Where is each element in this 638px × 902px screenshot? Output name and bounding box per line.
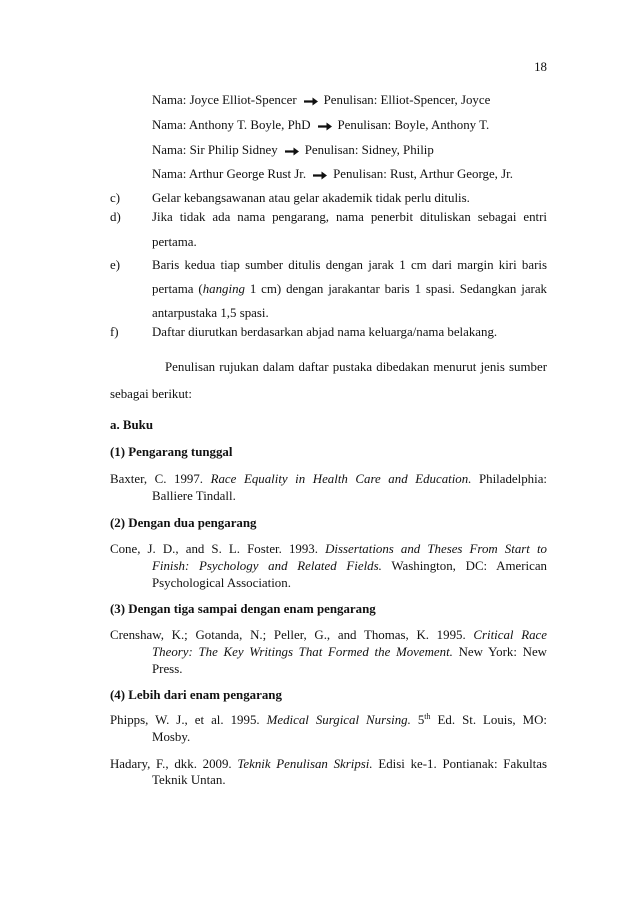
subsection-heading: (1) Pengarang tunggal (110, 445, 233, 459)
rule-text-line: Gelar kebangsawanan atau gelar akademik tidak perlu ditulis. (152, 191, 470, 205)
rule-label: c) (110, 191, 121, 205)
formatted-name: Penulisan: Elliot-Spencer, Joyce (323, 93, 491, 107)
original-name: Nama: Arthur George Rust Jr. (152, 167, 307, 181)
reference-edition-number: 5 (410, 713, 425, 727)
reference-publisher: Edisi ke-1. Pontianak: Fakultas (372, 757, 547, 771)
formatted-name: Penulisan: Sidney, Philip (304, 143, 434, 157)
reference-publisher: New York: New (452, 645, 547, 659)
reference-line (152, 644, 547, 660)
arrow-right-icon (313, 171, 327, 180)
rule-text-line: Daftar diurutkan berdasarkan abjad nama keluarga/nama belakang. (152, 325, 498, 339)
reference-line (110, 756, 547, 772)
reference-title: Dissertations and Theses From Start to (325, 542, 547, 556)
reference-author-year: Hadary, F., dkk. 2009. (110, 757, 238, 771)
reference-line (110, 627, 547, 643)
rule-label: e) (110, 258, 121, 272)
reference-author-year: Phipps, W. J., et al. 1995. (110, 713, 267, 727)
subsection-heading: (3) Dengan tiga sampai dengan enam pengarang (110, 602, 376, 616)
reference-line (110, 541, 547, 557)
reference-author-year: Cone, J. D., and S. L. Foster. 1993. (110, 542, 326, 556)
rule-label: f) (110, 325, 119, 339)
page-number: 18 (534, 60, 547, 74)
reference-title: Theory: The Key Writings That Formed the Movement. (152, 645, 453, 659)
paragraph-line: sebagai berikut: (110, 387, 192, 401)
arrow-right-icon (304, 97, 318, 106)
paragraph-line: Penulisan rujukan dalam daftar pustaka dibedakan menurut jenis sumber (165, 360, 547, 374)
reference-line (110, 471, 547, 487)
arrow-right-icon (285, 147, 299, 156)
rule-text-line: antarpustaka 1,5 spasi. (152, 306, 269, 320)
text-segment: 1 cm) dengan jarakantar baris 1 spasi. Sedangkan jarak (244, 282, 547, 296)
original-name: Nama: Sir Philip Sidney (152, 143, 278, 157)
ordinal-superscript: th (424, 712, 431, 721)
text-segment: pertama ( (152, 282, 203, 296)
reference-line: Balliere Tindall. (152, 489, 236, 503)
reference-line (152, 558, 547, 574)
reference-line: Psychological Association. (152, 576, 291, 590)
rule-text-line: Jika tidak ada nama pengarang, nama penerbit dituliskan sebagai entri (152, 210, 547, 224)
name-example (152, 166, 513, 182)
rule-text-line: pertama. (152, 235, 197, 249)
name-example (152, 142, 434, 158)
formatted-name: Penulisan: Boyle, Anthony T. (337, 118, 490, 132)
reference-author-year: Baxter, C. 1997. (110, 472, 211, 486)
emphasized-term: hanging (202, 282, 245, 296)
reference-title: Teknik Penulisan Skripsi. (237, 757, 373, 771)
name-example (152, 117, 489, 133)
subsection-heading: (4) Lebih dari enam pengarang (110, 688, 282, 702)
formatted-name: Penulisan: Rust, Arthur George, Jr. (333, 167, 513, 181)
reference-title: Critical Race (473, 628, 547, 642)
rule-text-line (152, 281, 547, 297)
original-name: Nama: Anthony T. Boyle, PhD (152, 118, 311, 132)
rule-label: d) (110, 210, 121, 224)
reference-line (110, 712, 547, 728)
original-name: Nama: Joyce Elliot-Spencer (152, 93, 297, 107)
rule-text-line: Baris kedua tiap sumber ditulis dengan jarak 1 cm dari margin kiri baris (152, 258, 547, 272)
subsection-heading: (2) Dengan dua pengarang (110, 516, 257, 530)
name-example (152, 92, 490, 108)
reference-publisher: Ed. St. Louis, MO: (430, 713, 547, 727)
reference-title: Race Equality in Health Care and Education. (210, 472, 472, 486)
arrow-right-icon (318, 122, 332, 131)
reference-title: Finish: Psychology and Related Fields. (152, 559, 382, 573)
reference-line: Teknik Untan. (152, 773, 226, 787)
reference-publisher: Philadelphia: (471, 472, 548, 486)
section-heading: a. Buku (110, 418, 153, 432)
reference-title: Medical Surgical Nursing. (266, 713, 411, 727)
reference-publisher: Washington, DC: American (381, 559, 547, 573)
reference-line: Mosby. (152, 730, 191, 744)
reference-author-year: Crenshaw, K.; Gotanda, N.; Peller, G., and Thomas, K. 1995. (110, 628, 474, 642)
reference-line: Press. (152, 662, 183, 676)
